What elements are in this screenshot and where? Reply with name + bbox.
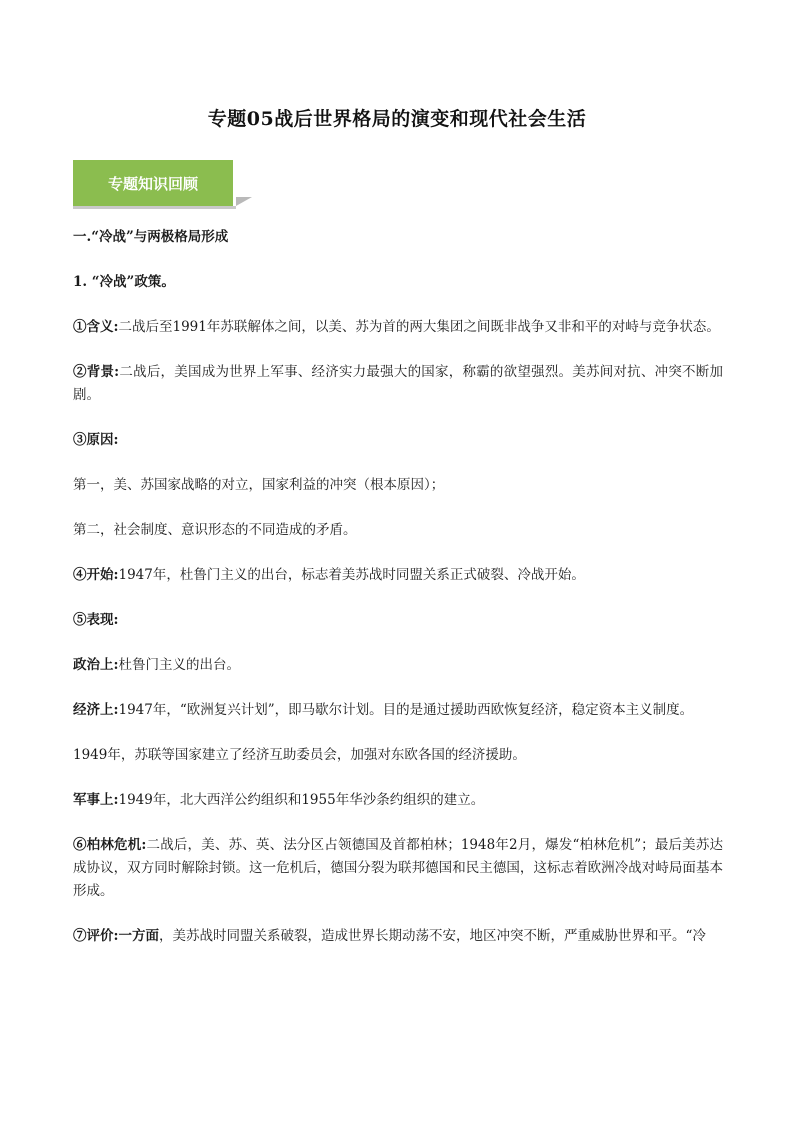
paragraph-economic xyxy=(73,699,723,722)
paragraph-cause-2: 第二，社会制度、意识形态的不同造成的矛盾。 xyxy=(73,522,357,538)
paragraph-text: 二战后，美国成为世界上军事、经济实力最强大的国家，称霸的欲望强烈。美苏间对抗、冲突不断加剧。 xyxy=(73,364,723,403)
paragraph-causes xyxy=(73,429,723,452)
paragraph-text: ，美苏战时同盟关系破裂，造成世界长期动荡不安，地区冲突不断，严重威胁世界和平。“冷 xyxy=(158,928,706,944)
paragraph-text: 二战后至1991年苏联解体之间，以美、苏为首的两大集团之间既非战争又非和平的对峙与竞争状态。 xyxy=(118,319,720,335)
paragraph-label: ⑦评价: xyxy=(73,928,119,944)
paragraph-political xyxy=(73,654,723,677)
banner-shadow-corner xyxy=(236,197,252,206)
paragraph-label: 经济上: xyxy=(73,702,119,718)
paragraph-label: ④开始: xyxy=(73,567,119,583)
paragraph-text: 1947年，杜鲁门主义的出台，标志着美苏战时同盟关系正式破裂、冷战开始。 xyxy=(118,567,585,583)
paragraph-background xyxy=(73,361,723,407)
paragraph-emphasis: 一方面 xyxy=(118,928,159,944)
paragraph-label: ②背景: xyxy=(73,364,120,380)
document-body xyxy=(73,226,723,970)
paragraph-label: ①含义: xyxy=(73,319,119,335)
section-banner: 专题知识回顾 xyxy=(73,160,233,206)
paragraph-evaluation xyxy=(73,925,723,948)
paragraph-berlin-crisis xyxy=(73,834,723,903)
paragraph-start xyxy=(73,564,723,587)
paragraph-label: ③原因: xyxy=(73,432,119,448)
paragraph-label: ⑤表现: xyxy=(73,612,119,628)
section-heading: 一.“冷战”与两极格局形成 xyxy=(73,229,229,245)
paragraph-label: ⑥柏林危机: xyxy=(73,837,147,853)
paragraph-label: 政治上: xyxy=(73,657,119,673)
paragraph-comecon: 1949年，苏联等国家建立了经济互助委员会，加强对东欧各国的经济援助。 xyxy=(73,747,526,763)
paragraph-text: 1949年，北大西洋公约组织和1955年华沙条约组织的建立。 xyxy=(118,792,485,808)
subheading: 1. “冷战”政策。 xyxy=(73,274,175,290)
paragraph-text: 1947年，“欧洲复兴计划”，即马歇尔计划。目的是通过援助西欧恢复经济，稳定资本主义制度。 xyxy=(118,702,694,718)
paragraph-cause-1: 第一，美、苏国家战略的对立，国家利益的冲突（根本原因）； xyxy=(73,477,445,493)
paragraph-manifestations xyxy=(73,609,723,632)
banner-shadow-bar xyxy=(73,206,236,209)
paragraph-military xyxy=(73,789,723,812)
paragraph-text: 二战后，美、苏、英、法分区占领德国及首都柏林；1948年2月，爆发“柏林危机”；最后美苏达成协议，双方同时解除封锁。这一危机后，德国分裂为联邦德国和民主德国，这标志着欧洲冷战对峙局面基本形成。 xyxy=(73,837,724,899)
page-title: 专题05战后世界格局的演变和现代社会生活 xyxy=(207,108,587,130)
paragraph-definition xyxy=(73,316,723,339)
paragraph-label: 军事上: xyxy=(73,792,119,808)
paragraph-text: 杜鲁门主义的出台。 xyxy=(118,657,240,673)
